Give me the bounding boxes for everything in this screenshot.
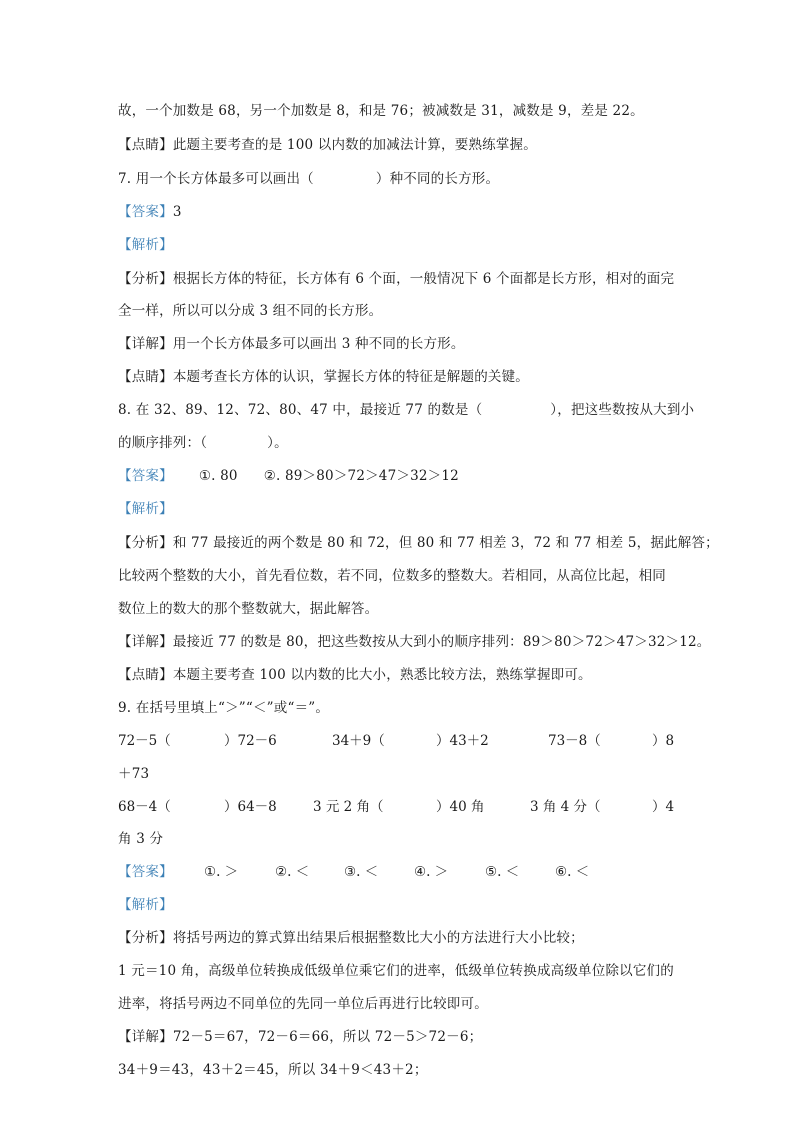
question-text: ＋73 xyxy=(118,766,150,782)
question-8-fenxi-cont xyxy=(118,600,378,618)
comparison-1-left: 72－5（ xyxy=(118,733,171,749)
question-9-fenxi-cont xyxy=(118,995,488,1013)
question-9-jiexi xyxy=(118,896,173,914)
question-8-fenxi xyxy=(118,534,719,552)
question-7-fenxi xyxy=(118,270,674,288)
question-7-jiexi xyxy=(118,236,173,254)
text-line xyxy=(118,102,644,120)
dianjing-label: 【点睛】 xyxy=(118,667,173,683)
question-text: ）。 xyxy=(267,435,288,451)
question-text: ）种不同的长方形。 xyxy=(375,171,500,187)
answer-2: ②. 89＞80＞72＞47＞32＞12 xyxy=(263,468,459,484)
question-text: 的顺序排列：（ xyxy=(118,435,208,451)
comparison-2-right: ）43＋2 xyxy=(436,733,489,749)
comparison-3-wrap xyxy=(118,765,149,783)
paragraph-text: 故，一个加数是 68，另一个加数是 8，和是 76；被减数是 31，减数是 9，差是 22。 xyxy=(118,103,644,119)
answer-4: ④. ＞ xyxy=(414,864,449,880)
question-text: 9. 在括号里填上“＞”“＜”或“＝”。 xyxy=(118,700,330,716)
xiangjie-text: 最接近 77 的数是 80，把这些数按从大到小的顺序排列：89＞80＞72＞47＞32＞12。 xyxy=(172,634,711,650)
answer-label: 【答案】 xyxy=(118,468,173,484)
fenxi-text: 全一样，所以可以分成 3 组不同的长方形。 xyxy=(118,303,383,319)
answer-3: ③. ＜ xyxy=(344,864,379,880)
xiangjie-label: 【详解】 xyxy=(118,634,173,650)
fenxi-label: 【分析】 xyxy=(118,535,173,551)
answer-6: ⑥. ＜ xyxy=(555,864,590,880)
question-text: 角 3 分 xyxy=(118,831,164,847)
question-text: 7. 用一个长方体最多可以画出（ xyxy=(118,171,314,187)
fenxi-text: 将括号两边的算式算出结果后根据整数比大小的方法进行大小比较； xyxy=(172,930,584,946)
xiangjie-text: 用一个长方体最多可以画出 3 种不同的长方形。 xyxy=(172,336,465,352)
comparison-6-wrap xyxy=(118,830,163,848)
answer-1: ①. 80 xyxy=(198,468,238,484)
question-8-stem-cont xyxy=(118,434,288,452)
answer-1: ①. ＞ xyxy=(204,864,239,880)
comparison-5-left: 3 元 2 角（ xyxy=(313,799,384,815)
question-8-fenxi-cont xyxy=(118,567,666,585)
answer-label: 【答案】 xyxy=(118,864,173,880)
question-8-stem xyxy=(118,401,694,419)
question-9-xiangjie xyxy=(118,1028,482,1046)
question-text: ），把这些数按从大到小 xyxy=(550,402,695,418)
answer-2: ②. ＜ xyxy=(275,864,310,880)
fenxi-text: 和 77 最接近的两个数是 80 和 72，但 80 和 77 相差 3，72 和 77 相差 5，据此解答； xyxy=(172,535,719,551)
xiangjie-text: 34＋9＝43，43＋2＝45，所以 34＋9＜43＋2； xyxy=(118,1062,428,1078)
jiexi-label: 【解析】 xyxy=(118,237,173,253)
xiangjie-text: 72－5＝67，72－6＝66，所以 72－5＞72－6； xyxy=(172,1029,483,1045)
question-9-fenxi-cont xyxy=(118,962,674,980)
dianjing-label: 【点睛】 xyxy=(118,137,173,153)
comparison-1-right: ）72－6 xyxy=(224,733,277,749)
fenxi-text: 数位上的数大的那个整数就大，据此解答。 xyxy=(118,601,379,617)
dianjing-text: 本题主要考查 100 以内数的比大小，熟悉比较方法，熟练掌握即可。 xyxy=(172,667,592,683)
comparison-6-left: 3 角 4 分（ xyxy=(530,799,601,815)
dianjing-line xyxy=(118,136,537,154)
comparison-4-right: ）64－8 xyxy=(224,799,277,815)
question-9-stem xyxy=(118,699,329,717)
fenxi-text: 1 元＝10 角，高级单位转换成低级单位乘它们的进率，低级单位转换成高级单位除以它们的 xyxy=(118,963,674,979)
fenxi-text: 进率，将括号两边不同单位的先同一单位后再进行比较即可。 xyxy=(118,996,488,1012)
comparison-4-left: 68－4（ xyxy=(118,799,171,815)
question-8-jiexi xyxy=(118,500,173,518)
dianjing-text: 本题考查长方体的认识，掌握长方体的特征是解题的关键。 xyxy=(172,369,530,385)
dianjing-text: 此题主要考查的是 100 以内数的加减法计算，要熟练掌握。 xyxy=(172,137,537,153)
xiangjie-label: 【详解】 xyxy=(118,1029,173,1045)
fenxi-label: 【分析】 xyxy=(118,930,173,946)
dianjing-label: 【点睛】 xyxy=(118,369,173,385)
comparison-2-left: 34＋9（ xyxy=(332,733,385,749)
fenxi-label: 【分析】 xyxy=(118,271,173,287)
answer-value: 3 xyxy=(172,204,182,220)
answer-label: 【答案】 xyxy=(118,204,173,220)
comparison-3-left: 73－8（ xyxy=(548,733,601,749)
comparison-3-right: ）8 xyxy=(652,733,675,749)
question-8-dianjing xyxy=(118,666,592,684)
answer-5: ⑤. ＜ xyxy=(485,864,520,880)
question-text: 8. 在 32、89、12、72、80、47 中，最接近 77 的数是（ xyxy=(118,402,483,418)
question-8-answer xyxy=(118,467,459,485)
question-9-answer xyxy=(118,863,173,881)
comparison-5-right: ）40 角 xyxy=(436,799,485,815)
question-8-xiangjie xyxy=(118,633,711,651)
jiexi-label: 【解析】 xyxy=(118,501,173,517)
question-7-xiangjie xyxy=(118,335,465,353)
xiangjie-label: 【详解】 xyxy=(118,336,173,352)
question-9-fenxi xyxy=(118,929,584,947)
fenxi-text: 比较两个整数的大小，首先看位数，若不同，位数多的整数大。若相同，从高位比起，相同 xyxy=(118,568,666,584)
question-7-stem xyxy=(118,170,499,188)
question-7-fenxi-cont xyxy=(118,302,382,320)
question-7-answer xyxy=(118,203,182,221)
question-7-dianjing xyxy=(118,368,529,386)
fenxi-text: 根据长方体的特征，长方体有 6 个面，一般情况下 6 个面都是长方形，相对的面完 xyxy=(172,271,675,287)
jiexi-label: 【解析】 xyxy=(118,897,173,913)
comparison-6-right: ）4 xyxy=(652,799,675,815)
question-9-xiangjie-cont xyxy=(118,1061,428,1079)
